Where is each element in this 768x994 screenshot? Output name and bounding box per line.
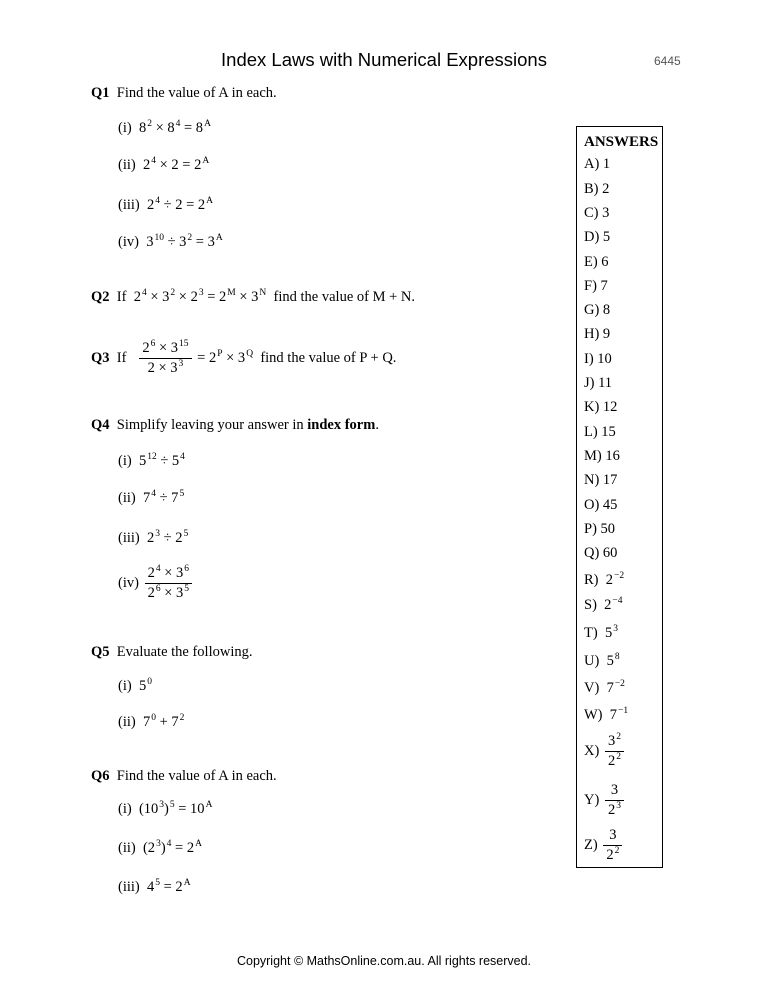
answer-item: J) 11 [584,375,613,391]
answer-item: D) 5 [584,229,611,245]
answer-item: S) $2^{-4}$ [584,596,623,613]
answer-item: L) 15 [584,424,616,440]
answer-item: X) $\frac{3^2}{2^2}$ [584,733,626,770]
answer-item: O) 45 [584,497,618,513]
question-label: Q2 [91,289,110,305]
copyright-footer: Copyright © MathsOnline.com.au. All rights reserved. [236,954,532,968]
question-1 [91,85,277,102]
question-label: Q3 [91,349,110,366]
question-label: Q5 [91,644,110,660]
q4-part-iii: (iii) $2^3 \div 2^5$ [118,529,189,546]
question-5: Q5 Evaluate the following. [91,644,253,660]
page-title: Index Laws with Numerical Expressions [221,49,547,70]
answer-item: R) $2^{-2}$ [584,571,625,588]
question-label: Q1 [91,85,110,101]
question-label: Q4 [91,417,110,433]
question-6: Q6 Find the value of A in each. [91,768,277,784]
worksheet-code: 6445 [654,54,681,68]
question-prompt: Find the value of A in each. [116,85,277,101]
q4-iv-fraction: $\frac{2^4 \times 3^6}{2^6 \times 3^5}$ [145,565,192,602]
q4-part-iv: (iv) $\frac{2^4 \times 3^6}{2^6 \times 3^5}$ [118,565,194,602]
answers-box [576,126,663,868]
answer-item: Y) $\frac{3}{2^3}$ [584,782,626,819]
question-2: Q2 If $2^4 \times 3^2 \times 2^3 = 2^M \times 3^N$ find the value of M + N. [91,288,415,305]
q5-part-i: (i) $5^0$ [118,677,152,694]
answer-item: N) 17 [584,472,618,488]
answer-item: T) $5^3$ [584,624,618,641]
q3-fraction: $\frac{2^6 \times 3^{15}}{2 \times 3^3}$ [139,340,191,377]
answer-item: E) 6 [584,254,609,270]
answer-item: W) $7^{-1}$ [584,706,629,723]
answer-item: U) $5^8$ [584,652,620,669]
q1-part-iv: (iv) $3^{10} \div 3^2 = 3^A$ [118,233,223,250]
answer-item: Z) $\frac{3}{2^2}$ [584,827,624,864]
answer-item: V) $7^{-2}$ [584,679,625,696]
answer-item: P) 50 [584,521,616,537]
q1-part-i: (i) $8^2 \times 8^4 = 8^A$ [118,119,211,136]
answer-item: B) 2 [584,181,610,197]
q6-part-iii: (iii) $4^5 = 2^A$ [118,878,191,895]
question-4: Q4 Simplify leaving your answer in index form. [91,417,379,433]
answer-item: K) 12 [584,399,618,415]
answer-item: Q) 60 [584,545,618,561]
answer-item: C) 3 [584,205,610,221]
q6-part-ii: (ii) $(2^3)^4 = 2^A$ [118,839,202,856]
answer-item: G) 8 [584,302,611,318]
q1-part-ii: (ii) $2^4 \times 2 = 2^A$ [118,156,210,173]
q1-part-iii: (iii) $2^4 \div 2 = 2^A$ [118,196,214,213]
q6-part-i: (i) $(10^3)^5 = 10^A$ [118,800,213,817]
answer-item: H) 9 [584,326,611,342]
question-label: Q6 [91,768,110,784]
answer-item: I) 10 [584,351,612,367]
q4-part-i: (i) $5^{12} \div 5^4$ [118,452,185,469]
q4-part-ii: (ii) $7^4 \div 7^5$ [118,489,185,506]
answer-item: A) 1 [584,156,611,172]
answers-heading: ANSWERS [584,134,659,150]
answer-item: M) 16 [584,448,620,464]
question-3: Q3 If $\frac{2^6 \times 3^{15}}{2 \times 3^3}$ = $2^P \times 3^Q$ find the value of P + Q. [91,339,397,376]
answer-item: F) 7 [584,278,608,294]
q5-part-ii: (ii) $7^0 + 7^2$ [118,713,185,730]
